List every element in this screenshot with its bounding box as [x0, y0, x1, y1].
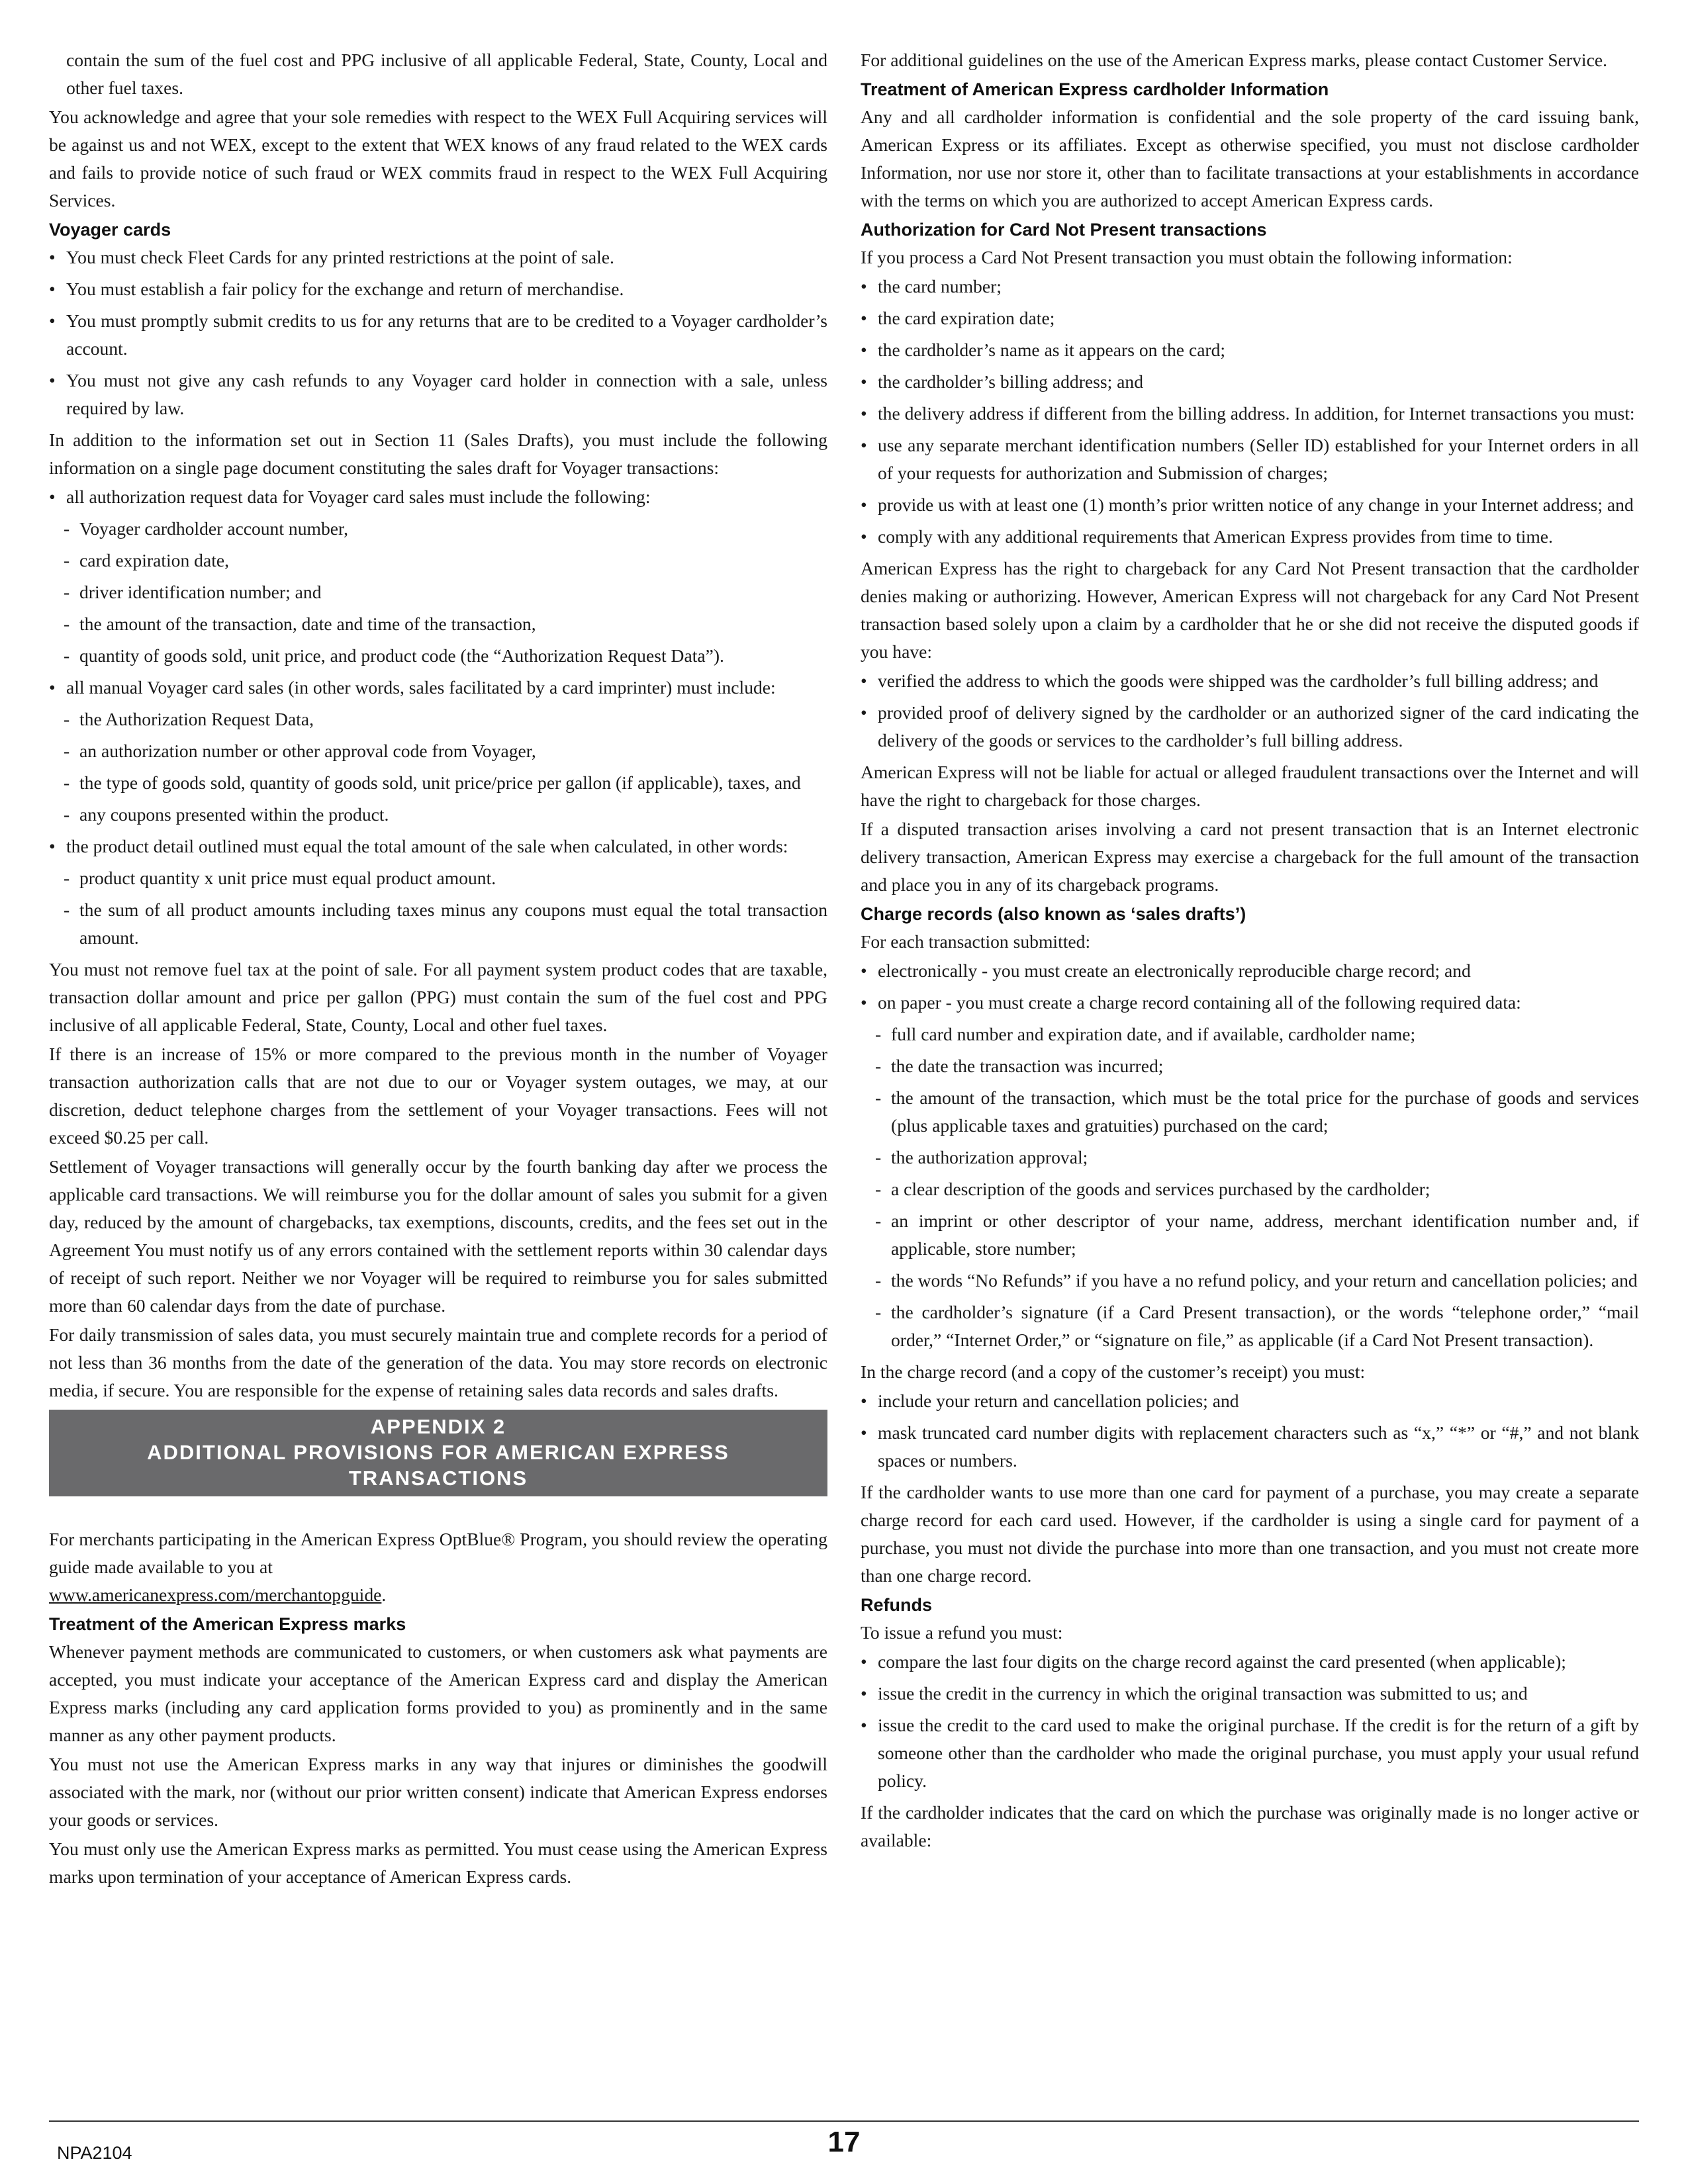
- list-item: • provide us with at least one (1) month’s prior written notice of any change in your Internet address; and: [861, 491, 1639, 519]
- paragraph-refund: To issue a refund you must:: [861, 1622, 1063, 1643]
- sub-list-item: - an imprint or other descriptor of your name, address, merchant identification number and, if applicable, store number;: [861, 1207, 1639, 1263]
- paragraph-section-11: In addition to the information set out in Section 11 (Sales Drafts), you must include the following information on a single page document constituting the sales draft for Voyager transactions:: [49, 430, 827, 478]
- paragraph-in-charge-record: In the charge record (and a copy of the customer’s receipt) you must:: [861, 1361, 1366, 1382]
- footer-rule: [49, 2120, 1639, 2122]
- refund-bullet-list: [861, 1648, 1639, 1795]
- sub-list-item: - quantity of goods sold, unit price, and product code (the “Authorization Request Data”).: [49, 642, 827, 670]
- charge-record-list: [861, 957, 1639, 1354]
- record-bullet-list: [861, 1387, 1639, 1475]
- sub-list-item: - any coupons presented within the product.: [49, 801, 827, 829]
- paragraph-optblue: [49, 1525, 827, 1609]
- sub-list-item: - the sum of all product amounts including taxes minus any coupons must equal the total transaction amount.: [49, 896, 827, 952]
- list-item: • You must establish a fair policy for the exchange and return of merchandise.: [49, 275, 827, 303]
- list-item: • the card number;: [861, 273, 1639, 300]
- appendix-title: APPENDIX 2: [370, 1415, 506, 1438]
- sub-list-item: - the type of goods sold, quantity of goods sold, unit price/price per gallon (if applicable), taxes, and: [49, 769, 827, 797]
- appendix-subtitle-cont: TRANSACTIONS: [348, 1467, 528, 1490]
- paragraph-chargeback: American Express has the right to chargeback for any Card Not Present transaction that the cardholder denies making or authorizing. However, American Express will not chargeback for any Card Not Present transaction based solely upon a claim by a cardholder that he or she did not receive the disputed goods if you have:: [861, 558, 1639, 662]
- optblue-text: For merchants participating in the American Express OptBlue® Program, you should review the operating guide made available to you at: [49, 1529, 827, 1577]
- sub-list-item: - full card number and expiration date, and if available, cardholder name;: [861, 1021, 1639, 1048]
- list-item: • the cardholder’s billing address; and: [861, 368, 1639, 396]
- heading-cardholder-info: Treatment of American Express cardholder Information: [861, 79, 1329, 99]
- sub-list-item: - a clear description of the goods and services purchased by the cardholder;: [861, 1175, 1639, 1203]
- sub-list-item: - the words “No Refunds” if you have a no refund policy, and your return and cancellation policies; and: [861, 1267, 1639, 1295]
- right-column: [861, 46, 1639, 1856]
- paragraph-fuel-tax: You must not remove fuel tax at the point of sale. For all payment system product codes that are taxable, transaction dollar amount and price per gallon (PPG) must contain the sum of the fuel cost and PPG inclusive of all applicable Federal, State, County, Local and other fuel taxes.: [49, 959, 827, 1035]
- paragraph-continuation: contain the sum of the fuel cost and PPG inclusive of all applicable Federal, State, County, Local and other fuel taxes.: [66, 50, 827, 98]
- voyager-bullet-list: [49, 244, 827, 422]
- paragraph-each-transaction: For each transaction submitted:: [861, 931, 1091, 952]
- list-item: • the product detail outlined must equal the total amount of the sale when calculated, in other words:: [49, 833, 827, 860]
- sub-list-item: - the amount of the transaction, date and time of the transaction,: [49, 610, 827, 638]
- list-item: • all manual Voyager card sales (in other words, sales facilitated by a card imprinter) must include:: [49, 674, 827, 702]
- paragraph-card-not-present: If you process a Card Not Present transaction you must obtain the following information:: [861, 247, 1513, 267]
- heading-amex-marks: Treatment of the American Express marks: [49, 1614, 406, 1634]
- list-item: • the card expiration date;: [861, 304, 1639, 332]
- paragraph-increase: If there is an increase of 15% or more compared to the previous month in the number of Voyager transaction authorization calls that are not due to our or Voyager system outages, we may, at our discretion, deduct telephone charges from the settlement of your Voyager transactions. Fees will not exceed $0.25 per call.: [49, 1044, 827, 1148]
- heading-voyager-cards: Voyager cards: [49, 220, 171, 240]
- merchant-guide-link[interactable]: www.americanexpress.com/merchantopguide: [49, 1584, 382, 1605]
- sub-list-item: - product quantity x unit price must equal product amount.: [49, 864, 827, 892]
- cnp-bullet-list: [861, 273, 1639, 551]
- sales-draft-list: [49, 483, 827, 952]
- heading-refunds: Refunds: [861, 1595, 932, 1615]
- sub-list-item: - the amount of the transaction, which must be the total price for the purchase of goods and services (plus applicable taxes and gratuities) purchased on the card;: [861, 1084, 1639, 1140]
- list-item: • issue the credit to the card used to make the original purchase. If the credit is for the return of a gift by someone other than the cardholder who made the original purchase, you must apply your usual refund policy.: [861, 1711, 1639, 1795]
- paragraph-settlement: Settlement of Voyager transactions will generally occur by the fourth banking day after we process the applicable card transactions. We will reimburse you for the dollar amount of sales you submit for a given day, reduced by the amount of chargebacks, tax exemptions, discounts, credits, and the fees set out in the Agreement You must notify us of any errors contained with the settlement reports within 30 calendar days of receipt of such report. Neither we nor Voyager will be required to reimburse you for sales submitted more than 60 calendar days from the date of purchase.: [49, 1156, 827, 1316]
- footer-document-code: NPA2104: [57, 2143, 132, 2163]
- list-item: • verified the address to which the goods were shipped was the cardholder’s full billing address; and: [861, 667, 1639, 695]
- paragraph-daily-transmission: For daily transmission of sales data, you must securely maintain true and complete records for a period of not less than 36 months from the date of the generation of the data. You may store records on electronic media, if secure. You are responsible for the expense of retaining sales data records and sales drafts.: [49, 1324, 827, 1400]
- sub-list-item: - the authorization approval;: [861, 1144, 1639, 1171]
- left-column: [49, 46, 827, 1892]
- paragraph-marks-2: You must not use the American Express marks in any way that injures or diminishes the goodwill associated with the mark, nor (without our prior written consent) indicate that American Express endorses your goods or services.: [49, 1754, 827, 1830]
- paragraph-cardholder-info: Any and all cardholder information is confidential and the sole property of the card issuing bank, American Express or its affiliates. Except as otherwise specified, you must not disclose cardholder Information, nor use nor store it, other than to facilitate transactions at your establishments in accordance with the terms on which you are authorized to accept American Express cards.: [861, 107, 1639, 210]
- list-item: • comply with any additional requirements that American Express provides from time to time.: [861, 523, 1639, 551]
- list-item: • mask truncated card number digits with replacement characters such as “x,” “*” or “#,” and not blank spaces or numbers.: [861, 1419, 1639, 1475]
- paragraph-disputed: If a disputed transaction arises involving a card not present transaction that is an Internet electronic delivery transaction, American Express may exercise a chargeback for the full amount of the transaction and place you in any of its chargeback programs.: [861, 819, 1639, 895]
- paragraph-marks-1: Whenever payment methods are communicated to customers, or when customers ask what payments are accepted, you must indicate your acceptance of the American Express card and display the American Express marks (including any card application forms provided to you) as prominently and in the same manner as any other payment products.: [49, 1641, 827, 1745]
- list-item: • You must not give any cash refunds to any Voyager card holder in connection with a sale, unless required by law.: [49, 367, 827, 422]
- sub-list-item: - Voyager cardholder account number,: [49, 515, 827, 543]
- page-number: 17: [827, 2126, 861, 2158]
- list-item: • on paper - you must create a charge record containing all of the following required data:: [861, 989, 1639, 1017]
- appendix-subtitle: ADDITIONAL PROVISIONS FOR AMERICAN EXPRESS: [147, 1441, 729, 1464]
- sub-list-item: - the Authorization Request Data,: [49, 705, 827, 733]
- chargeback-bullet-list: [861, 667, 1639, 754]
- sub-list-item: - card expiration date,: [49, 547, 827, 574]
- paragraph-more-than-one-card: If the cardholder wants to use more than one card for payment of a purchase, you may create a separate charge record for each card used. However, if the cardholder is using a single card for payment of a purchase, you must not divide the purchase into more than one transaction, and you must not create more than one charge record.: [861, 1482, 1639, 1586]
- list-item: • compare the last four digits on the charge record against the card presented (when applicable);: [861, 1648, 1639, 1676]
- sub-list-item: - the date the transaction was incurred;: [861, 1052, 1639, 1080]
- list-item: • all authorization request data for Voyager card sales must include the following:: [49, 483, 827, 511]
- heading-card-not-present: Authorization for Card Not Present transactions: [861, 220, 1267, 240]
- sub-list-item: - driver identification number; and: [49, 578, 827, 606]
- list-item: • You must check Fleet Cards for any printed restrictions at the point of sale.: [49, 244, 827, 271]
- appendix-banner: [49, 1410, 827, 1496]
- sub-list-item: - an authorization number or other approval code from Voyager,: [49, 737, 827, 765]
- list-item: • use any separate merchant identification numbers (Seller ID) established for your Internet orders in all of your requests for authorization and Submission of charges;: [861, 432, 1639, 487]
- paragraph-sole-remedies: You acknowledge and agree that your sole remedies with respect to the WEX Full Acquiring services will be against us and not WEX, except to the extent that WEX knows of any fraud related to the WEX cards and fails to provide notice of such fraud or WEX commits fraud in respect to the WEX Full Acquiring Services.: [49, 107, 827, 210]
- list-item: • provided proof of delivery signed by the cardholder or an authorized signer of the card indicating the delivery of the goods or services to the cardholder’s full billing address.: [861, 699, 1639, 754]
- list-item: • issue the credit in the currency in which the original transaction was submitted to us; and: [861, 1680, 1639, 1707]
- list-item: • the cardholder’s name as it appears on the card;: [861, 336, 1639, 364]
- paragraph-not-liable: American Express will not be liable for actual or alleged fraudulent transactions over the Internet and will have the right to chargeback for those charges.: [861, 762, 1639, 810]
- list-item: • the delivery address if different from the billing address. In addition, for Internet transactions you must:: [861, 400, 1639, 428]
- heading-charge-records: Charge records (also known as ‘sales drafts’): [861, 904, 1246, 924]
- optblue-end: .: [381, 1584, 387, 1605]
- paragraph-marks-3: You must only use the American Express marks as permitted. You must cease using the American Express marks upon termination of your acceptance of American Express cards.: [49, 1839, 827, 1887]
- list-item: • electronically - you must create an electronically reproducible charge record; and: [861, 957, 1639, 985]
- list-item: • include your return and cancellation policies; and: [861, 1387, 1639, 1415]
- list-item: • You must promptly submit credits to us for any returns that are to be credited to a Voyager cardholder’s account.: [49, 307, 827, 363]
- paragraph-guidelines: For additional guidelines on the use of the American Express marks, please contact Customer Service.: [861, 50, 1607, 70]
- sub-list-item: - the cardholder’s signature (if a Card Present transaction), or the words “telephone order,” “mail order,” “Internet Order,” or “signature on file,” as applicable (if a Card Not Present transaction).: [861, 1298, 1639, 1354]
- paragraph-card-inactive: If the cardholder indicates that the card on which the purchase was originally made is no longer active or available:: [861, 1802, 1639, 1850]
